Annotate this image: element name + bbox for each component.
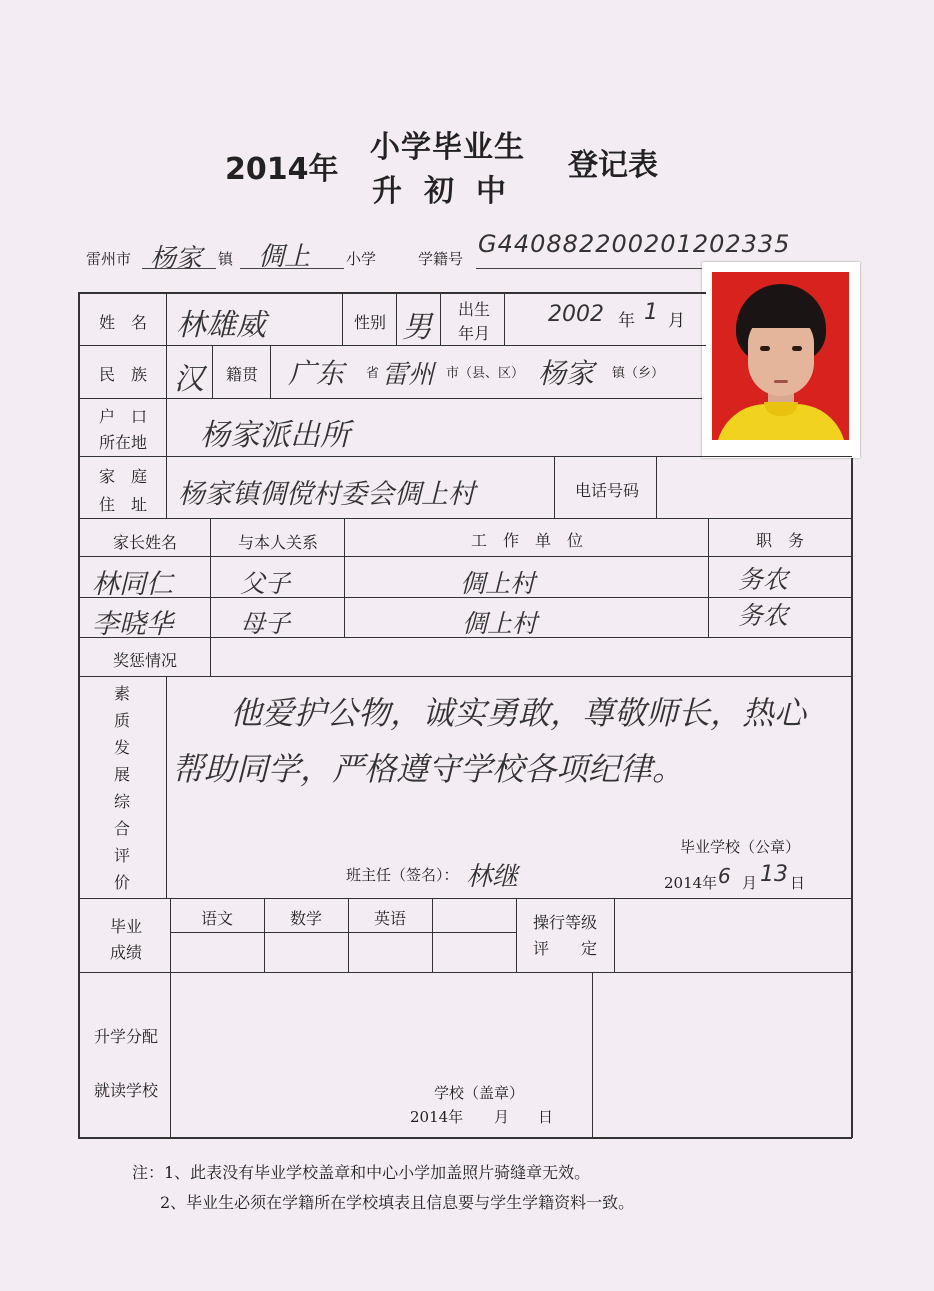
evaluation-date-day: 13: [760, 862, 788, 887]
note-2: 2、毕业生必须在学籍所在学校填表且信息要与学生学籍资料一致。: [160, 1193, 635, 1212]
birth-year: 2002: [548, 302, 604, 327]
evaluation-date-month: 6: [718, 864, 731, 888]
parent-1-name: 林同仁: [92, 569, 173, 600]
parent-1-job: 务农: [738, 565, 789, 594]
phone-label: 电话号码: [574, 481, 639, 500]
hukou-value: 杨家派出所: [200, 418, 350, 453]
evaluation-school-seal: 毕业学校（公章）: [680, 838, 801, 856]
header-student-id-value: G440882200201202335: [478, 230, 791, 258]
province-value: 广东: [288, 357, 345, 390]
placement-date-day: 日: [538, 1108, 554, 1126]
birth-month-unit: 月: [668, 311, 685, 331]
address-label-2: 住 址: [98, 495, 147, 514]
evaluation-line-1: 他爱护公物，诚实勇敢，尊敬师长，热心: [230, 694, 807, 732]
gender-value: 男: [402, 310, 432, 345]
city-value: 雷州: [382, 360, 435, 390]
name-value: 林雄威: [176, 308, 266, 343]
header-town-label: 镇: [218, 250, 234, 268]
student-photo: [702, 262, 860, 458]
native-label: 籍贯: [225, 365, 258, 384]
placement-seal: 学校（盖章）: [434, 1084, 525, 1102]
parents-col-relation: 与本人关系: [237, 533, 318, 552]
header-student-id-label: 学籍号: [418, 250, 464, 268]
town-unit: 镇（乡）: [612, 366, 665, 381]
evaluation-date-day-unit: 日: [790, 874, 806, 892]
header-city: 雷州市: [86, 250, 132, 268]
city-unit: 市（县、区）: [446, 366, 525, 381]
parent-2-work: 倜上村: [462, 609, 538, 638]
evaluation-line-2: 帮助同学，严格遵守学校各项纪律。: [172, 750, 685, 788]
title-year: 2014年: [225, 152, 339, 187]
parent-1-work: 倜上村: [460, 569, 536, 598]
header-town-value: 杨家: [150, 244, 203, 274]
parent-2-relation: 母子: [240, 609, 291, 638]
grades-label-2: 成绩: [109, 943, 142, 962]
hukou-label-1: 户 口: [98, 407, 147, 426]
placement-date-month: 月: [494, 1108, 510, 1126]
hukou-label-2: 所在地: [98, 433, 147, 452]
address-value: 杨家镇倜傥村委会倜上村: [178, 479, 475, 510]
parent-1-relation: 父子: [240, 569, 291, 598]
subject-english: 英语: [373, 909, 406, 928]
title-top: 小学毕业生: [370, 130, 525, 165]
gender-label: 性别: [353, 313, 386, 332]
grades-label-1: 毕业: [109, 917, 142, 936]
teacher-label: 班主任（签名）：: [346, 866, 459, 884]
address-label-1: 家 庭: [98, 467, 147, 486]
evaluation-date-year: 2014年: [664, 874, 718, 892]
teacher-value: 林继: [466, 862, 519, 892]
header-school-label: 小学: [346, 250, 377, 268]
header-school-value: 倜上: [258, 242, 311, 272]
awards-label: 奖惩情况: [112, 651, 177, 670]
ethnicity-value: 汉: [174, 362, 204, 397]
placement-label-2: 就读学校: [93, 1081, 158, 1100]
ethnicity-label: 民 族: [98, 365, 147, 384]
birth-label-2: 年月: [457, 324, 490, 343]
title-bottom: 升初中: [372, 174, 528, 209]
subject-math: 数学: [289, 909, 322, 928]
note-1: 注：1、此表没有毕业学校盖章和中心小学加盖照片骑缝章无效。: [132, 1163, 591, 1182]
title-end: 登记表: [568, 148, 658, 183]
placement-label-1: 升学分配: [93, 1027, 158, 1046]
placement-date-year: 2014年: [410, 1108, 464, 1126]
parents-col-work: 工 作 单 位: [470, 531, 583, 550]
parent-2-job: 务农: [738, 601, 789, 630]
subject-chinese: 语文: [200, 909, 233, 928]
province-unit: 省: [366, 366, 380, 381]
evaluation-date-month-unit: 月: [742, 874, 758, 892]
parents-col-job: 职 务: [755, 531, 804, 550]
name-label: 姓 名: [98, 313, 147, 332]
birth-label-1: 出生: [457, 300, 490, 319]
evaluation-label: 素 质 发 展 综 合 评 价: [113, 684, 130, 892]
parents-col-name: 家长姓名: [112, 533, 177, 552]
birth-month: 1: [644, 300, 658, 325]
birth-year-unit: 年: [618, 311, 635, 331]
town-value: 杨家: [538, 357, 595, 390]
parent-2-name: 李晓华: [92, 609, 173, 640]
conduct-label-1: 操行等级: [532, 913, 597, 932]
conduct-label-2: 评 定: [532, 939, 597, 958]
